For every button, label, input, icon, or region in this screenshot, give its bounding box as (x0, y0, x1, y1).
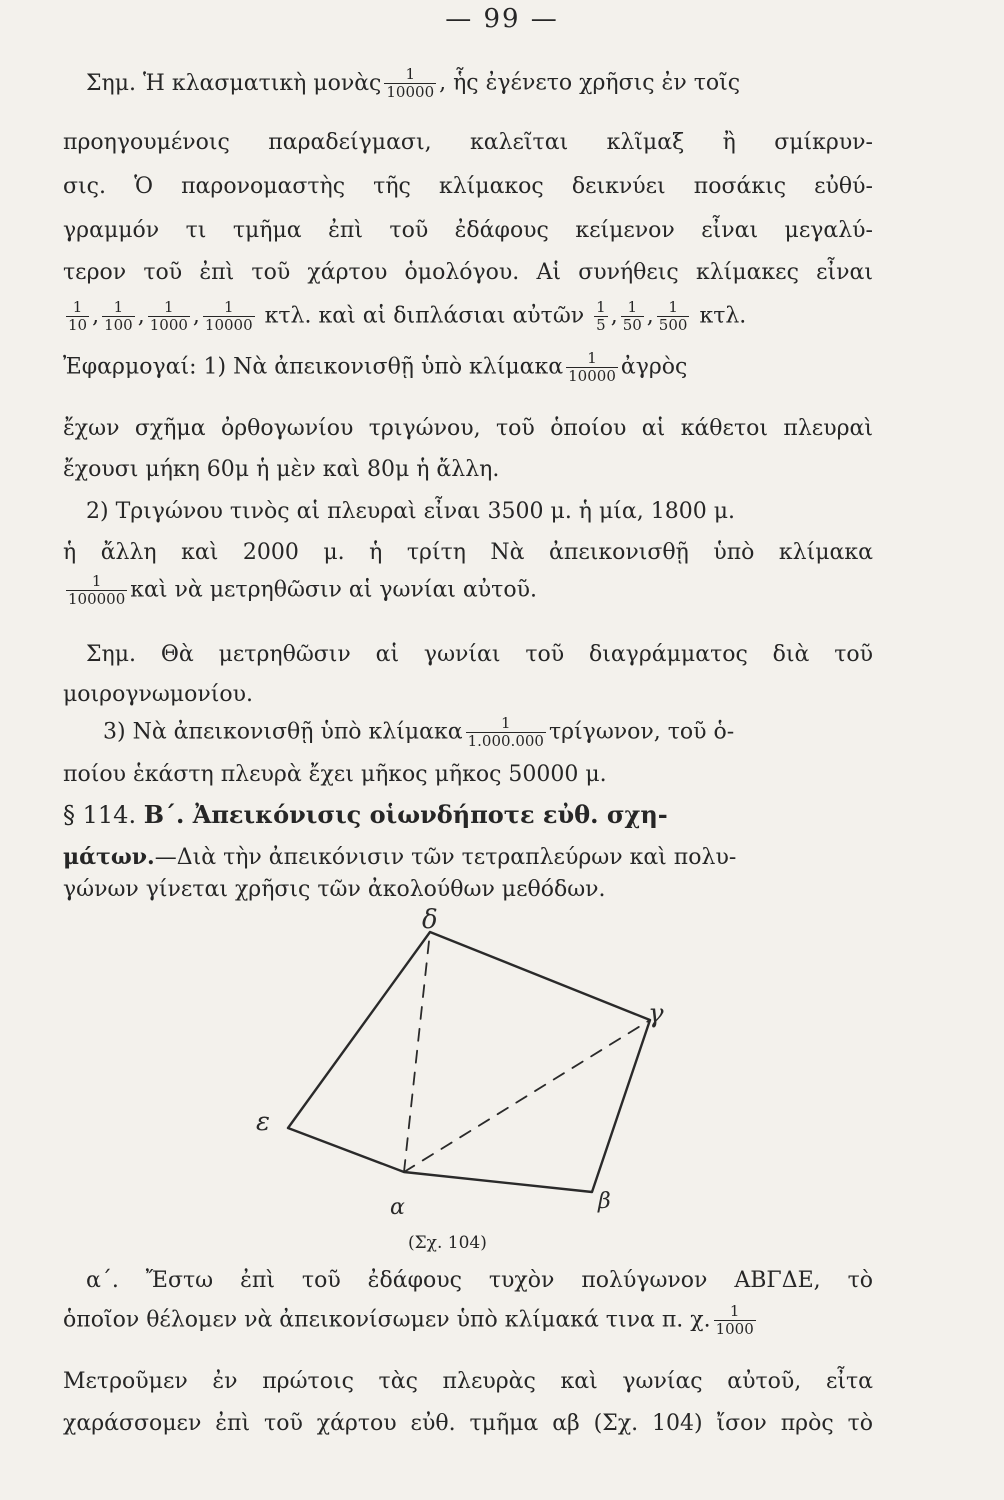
text-line-3: σις. Ὁ παρονομαστὴς τῆς κλίμακος δεικνύει ποσάκις εὐθύ- (63, 174, 873, 199)
section-title: Β΄. Ἀπεικόνισις οἱωνδήποτε εὐθ. σχη- (143, 800, 668, 829)
text-line-6-scales: $\frac{1}{10}$ , $\frac{1}{100}$ , $\frac{1}{1000}$ , $\frac{1}{10000}$ κτλ. καὶ αἱ διπλάσιαι αὐτῶν $\frac{1}{5}$ , $\frac{1}{50}$ , $\frac{1}{500}$ κτλ. (68, 298, 747, 334)
figure-caption: (Σχ. 104) (408, 1233, 487, 1253)
text-line-12: $\frac{1}{100000}$ καὶ νὰ μετρηθῶσιν αἱ γωνίαι αὐτοῦ. (68, 572, 537, 608)
scale-fraction: $\frac{1}{100000}$ (68, 572, 126, 608)
text-line-15: 3) Νὰ ἀπεικονισθῇ ὑπὸ κλίμακα $\frac{1}{1.000.000}$ τρίγωνον, τοῦ ὁ- (103, 714, 735, 750)
double-scale-fraction: $\frac{1}{5}$ (596, 298, 606, 334)
vertex-label-beta: β (598, 1189, 611, 1214)
polygon-outline (288, 932, 650, 1192)
note-text: Σημ. Ἡ κλασματικὴ μονὰς (86, 70, 382, 96)
diagonal-alpha-delta (404, 932, 430, 1172)
text-line-14: μοιρογνωμονίου. (63, 682, 253, 707)
text-line-16: ποίου ἑκάστη πλευρὰ ἔχει μῆκος μῆκος 50000 μ. (63, 762, 607, 787)
scale-fraction: $\frac{1}{1000}$ (715, 1302, 754, 1338)
diagonal-alpha-gamma (404, 1020, 650, 1172)
text-line-4: γραμμόν τι τμῆμα ἐπὶ τοῦ ἐδάφους κείμενον εἶναι μεγαλύ- (63, 218, 873, 243)
text-line-23: χαράσσομεν ἐπὶ τοῦ χάρτου εὐθ. τμῆμα αβ (Σχ. 104) ἴσον πρὸς τὸ (63, 1411, 873, 1436)
text-line-19: γώνων γίνεται χρῆσις τῶν ἀκολούθων μεθόδων. (63, 877, 606, 902)
scale-fraction: $\frac{1}{10000}$ (568, 349, 616, 385)
text-line-22: Μετροῦμεν ἐν πρώτοις τὰς πλευρὰς καὶ γωνίας αὐτοῦ, εἶτα (63, 1369, 873, 1394)
double-scale-fraction: $\frac{1}{500}$ (658, 298, 688, 334)
scale-fraction: $\frac{1}{10}$ (68, 298, 88, 334)
text-line-2: προηγουμένοις παραδείγμασι, καλεῖται κλῖμαξ ἢ σμίκρυν- (63, 130, 873, 155)
text-line-7: Ἐφαρμογαί: 1) Νὰ ἀπεικονισθῇ ὑπὸ κλίμακα $\frac{1}{10000}$ ἀγρὸς (63, 349, 688, 385)
text-line-10: 2) Τριγώνου τινὸς αἱ πλευραὶ εἶναι 3500 μ. ἡ μία, 1800 μ. (86, 499, 736, 524)
vertex-label-alpha: α (390, 1195, 405, 1220)
vertex-label-delta: δ (422, 905, 438, 935)
scale-fraction: $\frac{1}{1.000.000}$ (467, 714, 544, 750)
text-line-18: μάτων.—Διὰ τὴν ἀπεικόνισιν τῶν τετραπλεύρων καὶ πολυ- (63, 844, 737, 870)
page-number: — 99 — (445, 4, 559, 34)
text-line-13: Σημ. Θὰ μετρηθῶσιν αἱ γωνίαι τοῦ διαγράμματος διὰ τοῦ (86, 642, 873, 667)
fraction-unit: $\frac{1}{10000}$ (386, 65, 435, 101)
text-line-21: ὁποῖον θέλομεν νὰ ἀπεικονίσωμεν ὑπὸ κλίμακά τινα π. χ. $\frac{1}{1000}$ (63, 1302, 754, 1338)
double-scale-fraction: $\frac{1}{50}$ (622, 298, 642, 334)
vertex-label-gamma: γ (648, 999, 664, 1029)
scale-fraction: $\frac{1}{1000}$ (149, 298, 188, 334)
vertex-label-epsilon: ε (256, 1107, 270, 1137)
text-line-11: ἡ ἄλλη καὶ 2000 μ. ἡ τρίτη Νὰ ἀπεικονισθῇ ὑπὸ κλίμακα (63, 540, 873, 565)
section-number: § 114. (63, 801, 137, 829)
text-line-20: α΄. Ἔστω ἐπὶ τοῦ ἐδάφους τυχὸν πολύγωνον ΑΒΓΔΕ, τὸ (86, 1268, 873, 1293)
text-line-8: ἔχων σχῆμα ὀρθογωνίου τριγώνου, τοῦ ὁποίου αἱ κάθετοι πλευραὶ (63, 416, 873, 441)
scale-fraction: $\frac{1}{100}$ (104, 298, 133, 334)
scale-fraction: $\frac{1}{10000}$ (204, 298, 253, 334)
text-line-5: τερον τοῦ ἐπὶ τοῦ χάρτου ὁμολόγου. Αἱ συνήθεις κλίμακες εἶναι (63, 260, 873, 285)
text-line-1: Σημ. Ἡ κλασματικὴ μονὰς $\frac{1}{10000}$ , ἧς ἐγένετο χρῆσις ἐν τοῖς (86, 65, 741, 101)
text-line-9: ἔχουσι μήκη 60μ ἡ μὲν καὶ 80μ ἡ ἄλλη. (63, 457, 500, 482)
